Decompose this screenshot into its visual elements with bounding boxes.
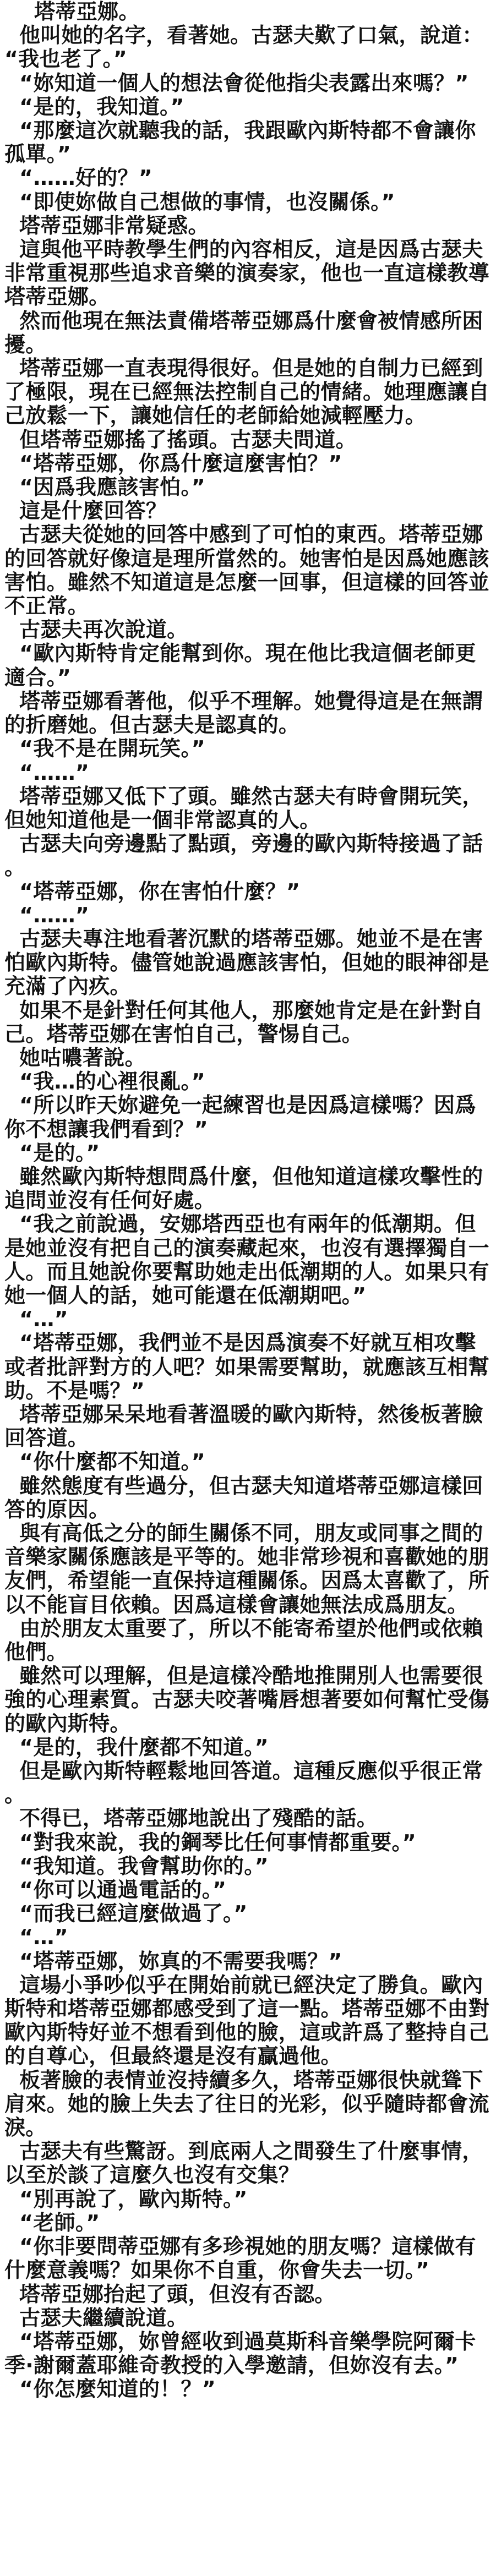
paragraph: “即使妳做自己想做的事情，也沒關係。” xyxy=(4,189,395,214)
paragraph: “對我來說，我的鋼琴比任何事情都重要。” xyxy=(4,1830,417,1855)
paragraph: 塔蒂亞娜呆呆地看著溫暖的歐內斯特，然後板著臉回答道。 xyxy=(4,1402,483,1451)
paragraph: “是的，我什麼都不知道。” xyxy=(4,1735,269,1759)
paragraph: “……” xyxy=(4,903,90,927)
paragraph: 他叫她的名字，看著她。古瑟夫歎了口氣，說道：“我也老了。” xyxy=(4,23,483,72)
paragraph: “…” xyxy=(4,1925,68,1950)
paragraph: 塔蒂亞娜又低下了頭。雖然古瑟夫有時會開玩笑，但她知道他是一個非常認真的人。 xyxy=(4,784,483,832)
paragraph: 古瑟夫從她的回答中感到了可怕的東西。塔蒂亞娜的回答就好像這是理所當然的。她害怕是因爲她應該害怕。雖然不知道這是怎麼一回事，但這樣的回答並不正常。 xyxy=(4,522,489,619)
paragraph: “塔蒂亞娜，妳曾經收到過莫斯科音樂學院阿爾卡季·謝爾蓋耶維奇教授的入學邀請，但妳沒有去。” xyxy=(4,2329,476,2378)
paragraph: 塔蒂亞娜看著他，似乎不理解。她覺得這是在無謂的折磨她。但古瑟夫是認真的。 xyxy=(4,688,483,737)
paragraph: “…” xyxy=(4,1307,68,1332)
paragraph: 塔蒂亞娜抬起了頭，但沒有否認。 xyxy=(4,2282,336,2306)
paragraph: “我之前說過，安娜塔西亞也有兩年的低潮期。但是她並沒有把自己的演奏藏起來，也沒有選擇獨自一人。而且她說你要幫助她走出低潮期的人。如果只有她一個人的話，她可能還在低潮期吧。” xyxy=(4,1212,489,1308)
paragraph: “歐內斯特肯定能幫到你。現在他比我這個老師更適合。” xyxy=(4,641,476,690)
paragraph: “妳知道一個人的想法會從他指尖表露出來嗎？” xyxy=(4,70,469,95)
paragraph: 古瑟夫有些驚訝。到底兩人之間發生了什麼事情，以至於談了這麼久也沒有交集？ xyxy=(4,2139,483,2187)
paragraph: 塔蒂亞娜。 xyxy=(4,0,140,24)
paragraph: “塔蒂亞娜，你爲什麼這麼害怕？” xyxy=(4,451,342,475)
paragraph: 板著臉的表情並沒持續多久，塔蒂亞娜很快就聳下肩來。她的臉上失去了往日的光彩，似乎隨時都會流淚。 xyxy=(4,2068,489,2140)
paragraph: 但塔蒂亞娜搖了搖頭。古瑟夫問道。 xyxy=(4,427,357,452)
paragraph: 但是歐內斯特輕鬆地回答道。這種反應似乎很正常。 xyxy=(4,1759,483,1807)
paragraph: 她咕噥著說。 xyxy=(4,1045,146,1070)
paragraph: 雖然歐內斯特想問爲什麼，但他知道這樣攻擊性的追問並沒有任何好處。 xyxy=(4,1164,483,1213)
paragraph: “你什麼都不知道。” xyxy=(4,1450,206,1474)
paragraph: 這是什麼回答？ xyxy=(4,499,167,523)
paragraph: 然而他現在無法責備塔蒂亞娜爲什麼會被情感所困擾。 xyxy=(4,308,483,357)
paragraph: 塔蒂亞娜非常疑惑。 xyxy=(4,213,209,238)
paragraph: “你怎麼知道的！？” xyxy=(4,2377,216,2402)
paragraph: “……好的？” xyxy=(4,166,153,190)
paragraph: 古瑟夫再次說道。 xyxy=(4,617,188,642)
paragraph: 塔蒂亞娜一直表現得很好。但是她的自制力已經到了極限，現在已經無法控制自己的情緒。她理應讓自己放鬆一下，讓她信任的老師給她減輕壓力。 xyxy=(4,356,489,428)
paragraph: 由於朋友太重要了，所以不能寄希望於他們或依賴他們。 xyxy=(4,1616,483,1665)
paragraph: “塔蒂亞娜，妳真的不需要我嗎？” xyxy=(4,1949,342,1973)
paragraph: “你非要問蒂亞娜有多珍視她的朋友嗎？這樣做有什麼意義嗎？如果你不自重，你會失去一切。” xyxy=(4,2234,476,2283)
paragraph: “是的，我知道。” xyxy=(4,94,184,119)
paragraph: “我不是在開玩笑。” xyxy=(4,736,206,761)
paragraph: 雖然態度有些過分，但古瑟夫知道塔蒂亞娜這樣回答的原因。 xyxy=(4,1473,483,1522)
paragraph: “是的。” xyxy=(4,1140,100,1165)
paragraph: 古瑟夫繼續說道。 xyxy=(4,2305,188,2330)
paragraph: “所以昨天妳避免一起練習也是因爲這樣嗎？因爲你不想讓我們看到？” xyxy=(4,1093,476,1141)
paragraph: 這與他平時教學生們的內容相反，這是因爲古瑟夫非常重視那些追求音樂的演奏家，他也一直這樣教導塔蒂亞娜。 xyxy=(4,237,489,309)
paragraph: “而我已經這麼做過了。” xyxy=(4,1901,248,1926)
paragraph: “……” xyxy=(4,760,90,785)
paragraph: “塔蒂亞娜，我們並不是因爲演奏不好就互相攻擊或者批評對方的人吧？如果需要幫助，就應該互相幫助。不是嗎？” xyxy=(4,1331,489,1403)
paragraph: “那麼這次就聽我的話，我跟歐內斯特都不會讓你孤單。” xyxy=(4,118,476,167)
paragraph: “因爲我應該害怕。” xyxy=(4,475,206,500)
paragraph: 古瑟夫向旁邊點了點頭，旁邊的歐內斯特接過了話。 xyxy=(4,832,483,880)
paragraph: “老師。” xyxy=(4,2210,100,2235)
paragraph: “我知道。我會幫助你的。” xyxy=(4,1853,269,1878)
paragraph: “塔蒂亞娜，你在害怕什麼？” xyxy=(4,879,301,904)
paragraph: 這場小爭吵似乎在開始前就已經決定了勝負。歐內斯特和塔蒂亞娜都感受到了這一點。塔蒂亞娜不由對歐內斯特好並不想看到他的臉，這或許爲了整持自己的自尊心，但最終還是沒有贏過他。 xyxy=(4,1972,489,2069)
paragraph: 古瑟夫專注地看著沉默的塔蒂亞娜。她並不是在害怕歐內斯特。儘管她說過應該害怕，但她的眼神卻是充滿了內疚。 xyxy=(4,926,489,999)
paragraph: 雖然可以理解，但是這樣冷酷地推開別人也需要很強的心理素質。古瑟夫咬著嘴唇想著要如何幫忙受傷的歐內斯特。 xyxy=(4,1664,489,1736)
paragraph: 不得已，塔蒂亞娜地說出了殘酷的話。 xyxy=(4,1806,378,1831)
paragraph: 與有高低之分的師生關係不同，朋友或同事之間的音樂家關係應該是平等的。她非常珍視和喜歡她的朋友們，希望能一直保持這種關係。因爲太喜歡了，所以不能盲目依賴。因爲這樣會讓她無法成爲朋友。 xyxy=(4,1521,489,1617)
paragraph: “我…的心裡很亂。” xyxy=(4,1069,206,1094)
paragraph: “你可以通過電話的。” xyxy=(4,1878,227,1902)
paragraph: “別再說了，歐內斯特。” xyxy=(4,2186,248,2211)
paragraph: 如果不是針對任何其他人，那麼她肯定是在針對自己。塔蒂亞娜在害怕自己，警惕自己。 xyxy=(4,998,483,1046)
